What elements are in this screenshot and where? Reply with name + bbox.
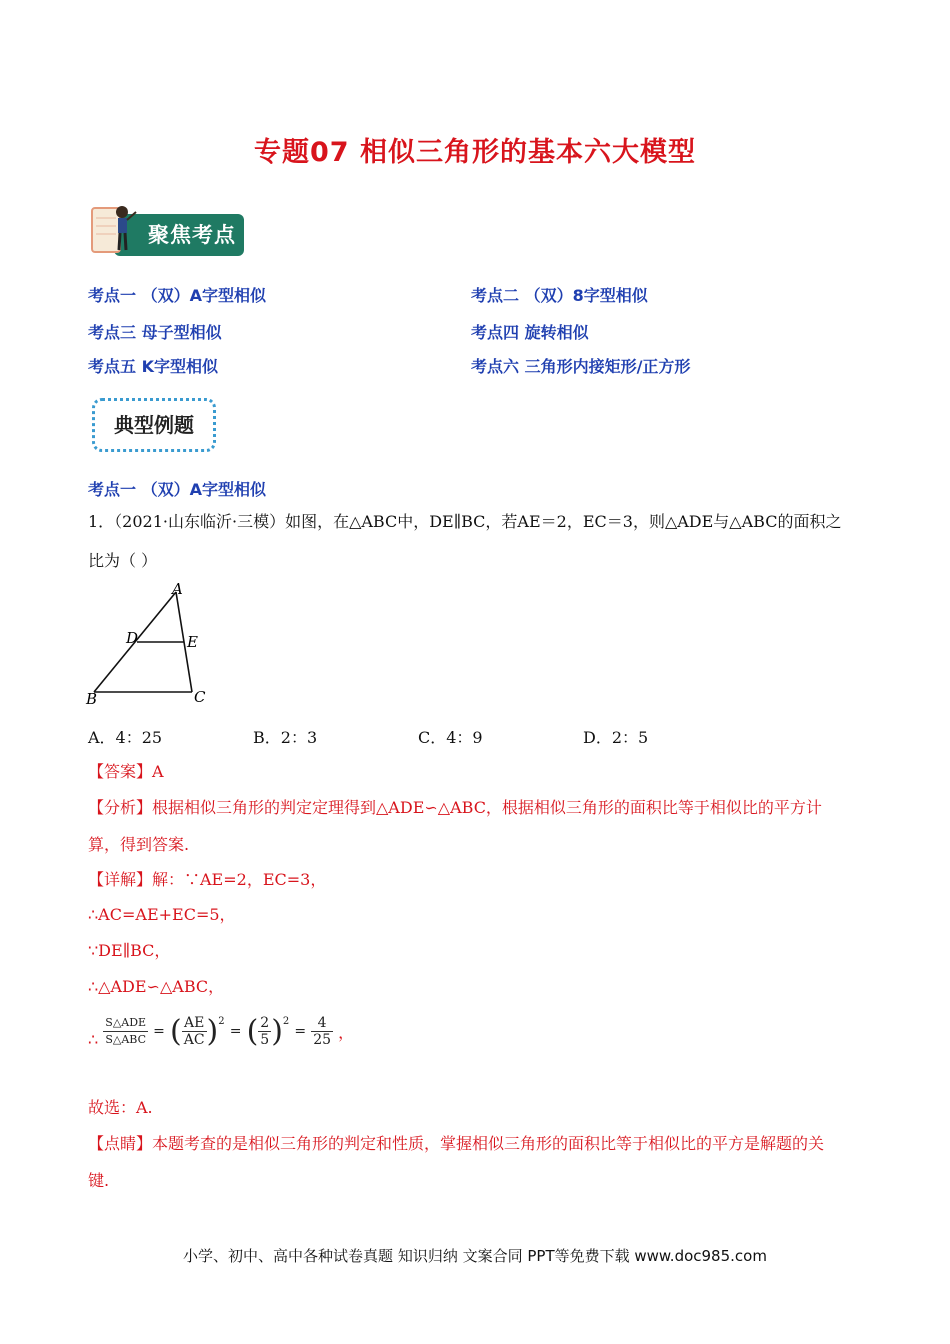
topic-3-link[interactable]: 考点三 母子型相似 bbox=[88, 323, 222, 342]
result-denominator: 25 bbox=[313, 1032, 332, 1048]
side-ratio-fraction bbox=[182, 1015, 207, 1048]
comment-line-2: 键. bbox=[88, 1171, 110, 1190]
vertex-a-label: A bbox=[172, 580, 183, 598]
triangle-figure bbox=[80, 580, 220, 710]
option-a[interactable]: A．4：25 bbox=[88, 728, 163, 747]
exponent-2: 2 bbox=[282, 1016, 290, 1027]
detail-line-2: ∴AC=AE+EC=5， bbox=[88, 905, 236, 924]
area-ade: S△ADE bbox=[103, 1015, 148, 1032]
option-b[interactable]: B．2：3 bbox=[253, 728, 318, 747]
topic-2-link[interactable]: 考点二 （双）8字型相似 bbox=[471, 286, 648, 305]
side-ac: AC bbox=[183, 1032, 205, 1048]
side-ae: AE bbox=[182, 1015, 207, 1032]
section-heading: 考点一 （双）A字型相似 bbox=[88, 480, 266, 499]
vertex-e-label: E bbox=[187, 633, 198, 651]
result-fraction bbox=[311, 1015, 333, 1048]
result-numerator: 4 bbox=[311, 1015, 333, 1032]
footer-text: 小学、初中、高中各种试卷真题 知识归纳 文案合同 PPT等免费下载 www.doc985.com bbox=[183, 1247, 767, 1265]
therefore-symbol: ∴ bbox=[88, 1030, 99, 1049]
detail-line-4: ∴△ADE∽△ABC， bbox=[88, 977, 225, 996]
choose-line: 故选：A. bbox=[88, 1098, 153, 1117]
area-abc: S△ABC bbox=[105, 1033, 146, 1046]
analysis-line-1: 【分析】根据相似三角形的判定定理得到△ADE∽△ABC，根据相似三角形的面积比等于相似比的平方计 bbox=[88, 798, 822, 817]
detail-line-3: ∵DE∥BC， bbox=[88, 941, 171, 960]
analysis-line-2: 算，得到答案. bbox=[88, 835, 190, 854]
page-title: 专题07 相似三角形的基本六大模型 bbox=[254, 137, 696, 168]
comment-line-1: 【点睛】本题考查的是相似三角形的判定和性质，掌握相似三角形的面积比等于相似比的平方是解题的关 bbox=[88, 1134, 825, 1153]
equals-1: = bbox=[153, 1023, 165, 1040]
vertex-c-label: C bbox=[194, 688, 206, 706]
option-c[interactable]: C．4：9 bbox=[418, 728, 483, 747]
vertex-b-label: B bbox=[86, 690, 98, 708]
topic-6-link[interactable]: 考点六 三角形内接矩形/正方形 bbox=[471, 357, 691, 376]
area-ratio-fraction bbox=[103, 1015, 148, 1048]
topic-1-link[interactable]: 考点一 （双）A字型相似 bbox=[88, 286, 266, 305]
question-line-2: 比为（ ） bbox=[88, 551, 158, 570]
numerator-2: 2 bbox=[260, 1015, 270, 1031]
student-figure-icon bbox=[88, 198, 148, 260]
formula-comma: ， bbox=[338, 1023, 355, 1042]
question-line-1: 1．（2021·山东临沂·三模）如图，在△ABC中，DE∥BC，若AE＝2，EC＝3，则△ADE与△ABC的面积之 bbox=[88, 512, 842, 531]
numeric-ratio-fraction bbox=[258, 1015, 271, 1048]
denominator-5: 5 bbox=[260, 1032, 270, 1048]
typical-examples-badge: 典型例题 bbox=[92, 398, 216, 452]
answer-line: 【答案】A bbox=[88, 762, 164, 781]
focus-badge-label: 聚焦考点 bbox=[114, 214, 244, 256]
detail-line-1: 【详解】解：∵AE=2，EC=3， bbox=[88, 870, 327, 889]
equals-3: = bbox=[294, 1023, 307, 1040]
area-ratio-formula: ∴ $\frac{\text{S△ADE}}{\text{S△ABC}}$ = ( $\frac{AE}{AC}$ )$^2$ = ( $\frac{2}{5}$ )$^2$ = $\frac{4}{25}$ ， bbox=[88, 1014, 355, 1049]
topic-4-link[interactable]: 考点四 旋转相似 bbox=[471, 323, 589, 342]
option-d[interactable]: D．2：5 bbox=[583, 728, 649, 747]
equals-2: = bbox=[229, 1023, 242, 1040]
vertex-d-label: D bbox=[126, 629, 139, 647]
topic-5-link[interactable]: 考点五 K字型相似 bbox=[88, 357, 218, 376]
exponent-1: 2 bbox=[218, 1016, 225, 1027]
focus-points-badge bbox=[88, 198, 244, 260]
